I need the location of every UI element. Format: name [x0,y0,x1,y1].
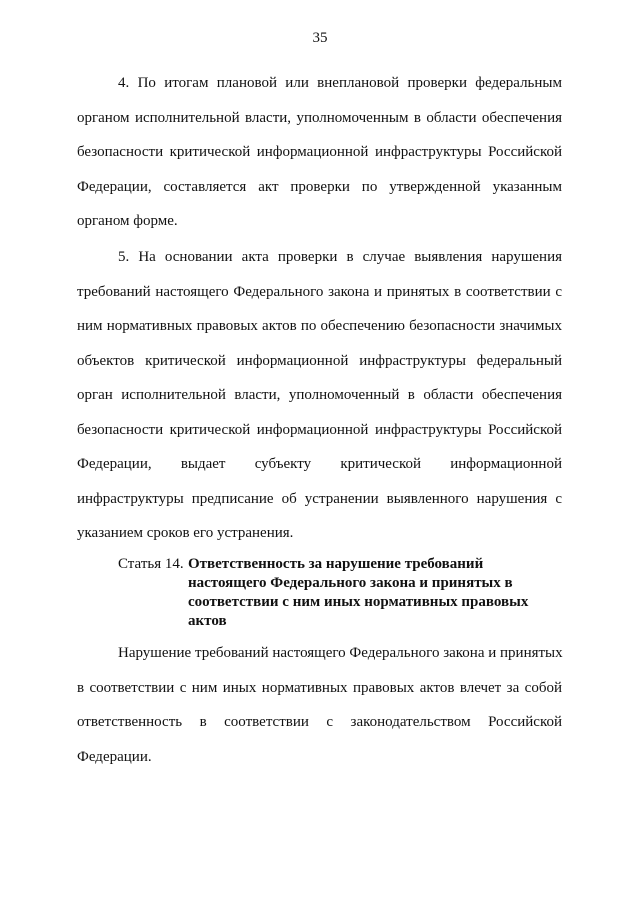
text-line: ответственность в соответствии с законодательством Российской [77,714,562,730]
text-line: требований настоящего Федерального закона и принятых в соответствии с [77,283,562,300]
text-line: Нарушение требований настоящего Федерального закона и принятых [118,645,563,661]
text-line: органом форме. [77,213,178,229]
text-line: в соответствии с ним иных нормативных правовых актов влечет за собой [77,679,562,696]
text-line: Федерации, выдает субъекту критической информационной [77,456,562,472]
article-title [188,555,558,631]
paragraph-item-5 [77,240,562,551]
text-line: инфраструктуры предписание об устранении выявленного нарушения с [77,490,562,507]
paragraph-item-4 [77,66,562,239]
text-line: 5. На основании акта проверки в случае выявления нарушения [118,249,562,265]
text-line: Федерации, составляется акт проверки по утвержденной указанным [77,178,562,195]
article-title-line: соответствии с ним иных нормативных правовых [188,594,529,610]
text-line: ним нормативных правовых актов по обеспечению безопасности значимых [77,318,562,334]
text-line: безопасности критической информационной инфраструктуры Российской [77,144,562,160]
text-line: 4. По итогам плановой или внеплановой проверки федеральным [118,75,562,91]
text-line: объектов критической информационной инфраструктуры федеральный [77,352,562,369]
article-number: Статья 14. [118,556,184,572]
text-line: указанием сроков его устранения. [77,525,294,541]
text-line: органом исполнительной власти, уполномоченным в области обеспечения [77,109,562,126]
text-line: орган исполнительной власти, уполномоченный в области обеспечения [77,387,562,403]
article-body-paragraph [77,636,562,774]
text-line: безопасности критической информационной инфраструктуры Российской [77,421,562,438]
article-title-line: настоящего Федерального закона и принятых в [188,575,513,591]
text-line: Федерации. [77,748,152,765]
article-title-line: актов [188,613,227,629]
article-title-line: Ответственность за нарушение требований [188,556,484,572]
page-number: 35 [312,30,328,46]
